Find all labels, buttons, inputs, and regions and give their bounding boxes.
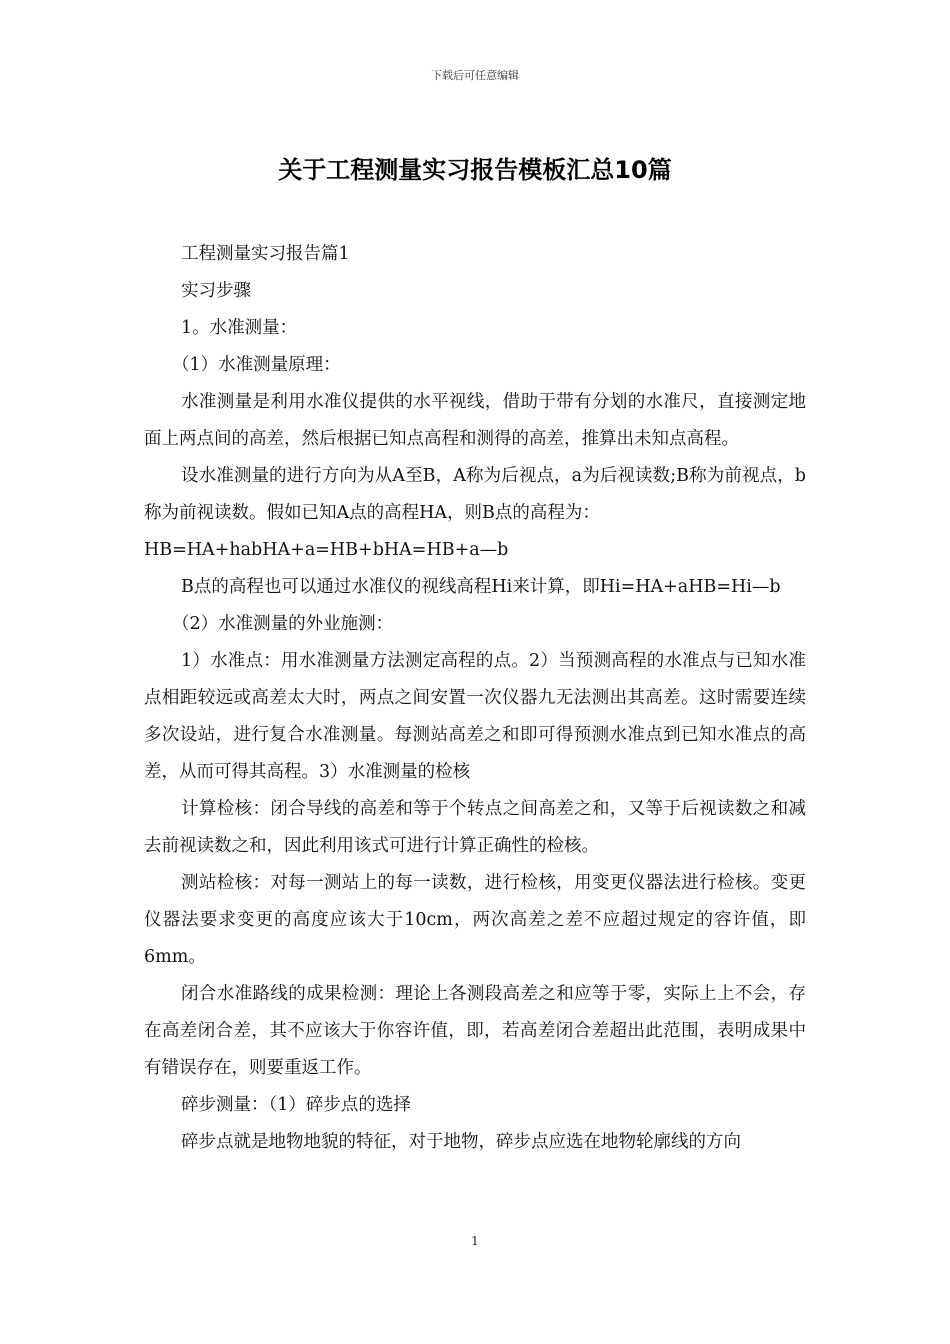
paragraph: B点的高程也可以通过水准仪的视线高程Hi来计算，即Hi=HA+aHB=Hi—b <box>181 577 781 597</box>
formula-line: HB=HA+habHA+a=HB+bHA=HB+a—b <box>144 540 509 560</box>
subheading-steps: 实习步骤 <box>181 281 251 301</box>
paragraph: 设水准测量的进行方向为从A至B，A称为后视点，a为后视读数;B称为前视点，b称为前视读数。假如已知A点的高程HA，则B点的高程为： <box>144 466 806 523</box>
page-number: 1 <box>471 1234 479 1248</box>
paragraph: 水准测量是利用水准仪提供的水平视线，借助于带有分划的水准尺，直接测定地面上两点间的高差，然后根据已知点高程和测得的高差，推算出未知点高程。 <box>144 392 806 449</box>
header-note: 下载后可任意编辑 <box>431 69 519 82</box>
subheading-principle: （1）水准测量原理： <box>172 355 341 375</box>
paragraph: 1）水准点：用水准测量方法测定高程的点。2）当预测高程的水准点与已知水准点相距较远或高差太大时，两点之间安置一次仪器九无法测出其高差。这时需要连续多次设站，进行复合水准测量。每测站高差之和即可得预测水准点到已知水准点的高差，从而可得其高程。3）水准测量的检核 <box>144 651 806 782</box>
paragraph: 计算检核：闭合导线的高差和等于个转点之间高差之和，又等于后视读数之和减去前视读数之和，因此利用该式可进行计算正确性的检核。 <box>144 799 806 856</box>
section-heading: 工程测量实习报告篇1 <box>181 244 350 264</box>
document-title: 关于工程测量实习报告模板汇总10篇 <box>278 156 672 184</box>
document-body <box>144 236 806 1161</box>
paragraph: 碎步点就是地物地貌的特征，对于地物，碎步点应选在地物轮廓线的方向 <box>181 1132 741 1152</box>
paragraph: 测站检核：对每一测站上的每一读数，进行检核，用变更仪器法进行检核。变更仪器法要求变更的高度应该大于10cm，两次高差之差不应超过规定的容许值，即6mm。 <box>144 873 806 967</box>
subheading-fieldwork: （2）水准测量的外业施测： <box>172 614 394 634</box>
paragraph: 闭合水准路线的成果检测：理论上各测段高差之和应等于零，实际上上不会，存在高差闭合差，其不应该大于你容许值，即，若高差闭合差超出此范围，表明成果中有错误存在，则要重返工作。 <box>144 984 806 1078</box>
subheading-leveling: 1。水准测量： <box>181 318 298 338</box>
subheading-detail-survey: 碎步测量：（1）碎步点的选择 <box>181 1095 411 1115</box>
